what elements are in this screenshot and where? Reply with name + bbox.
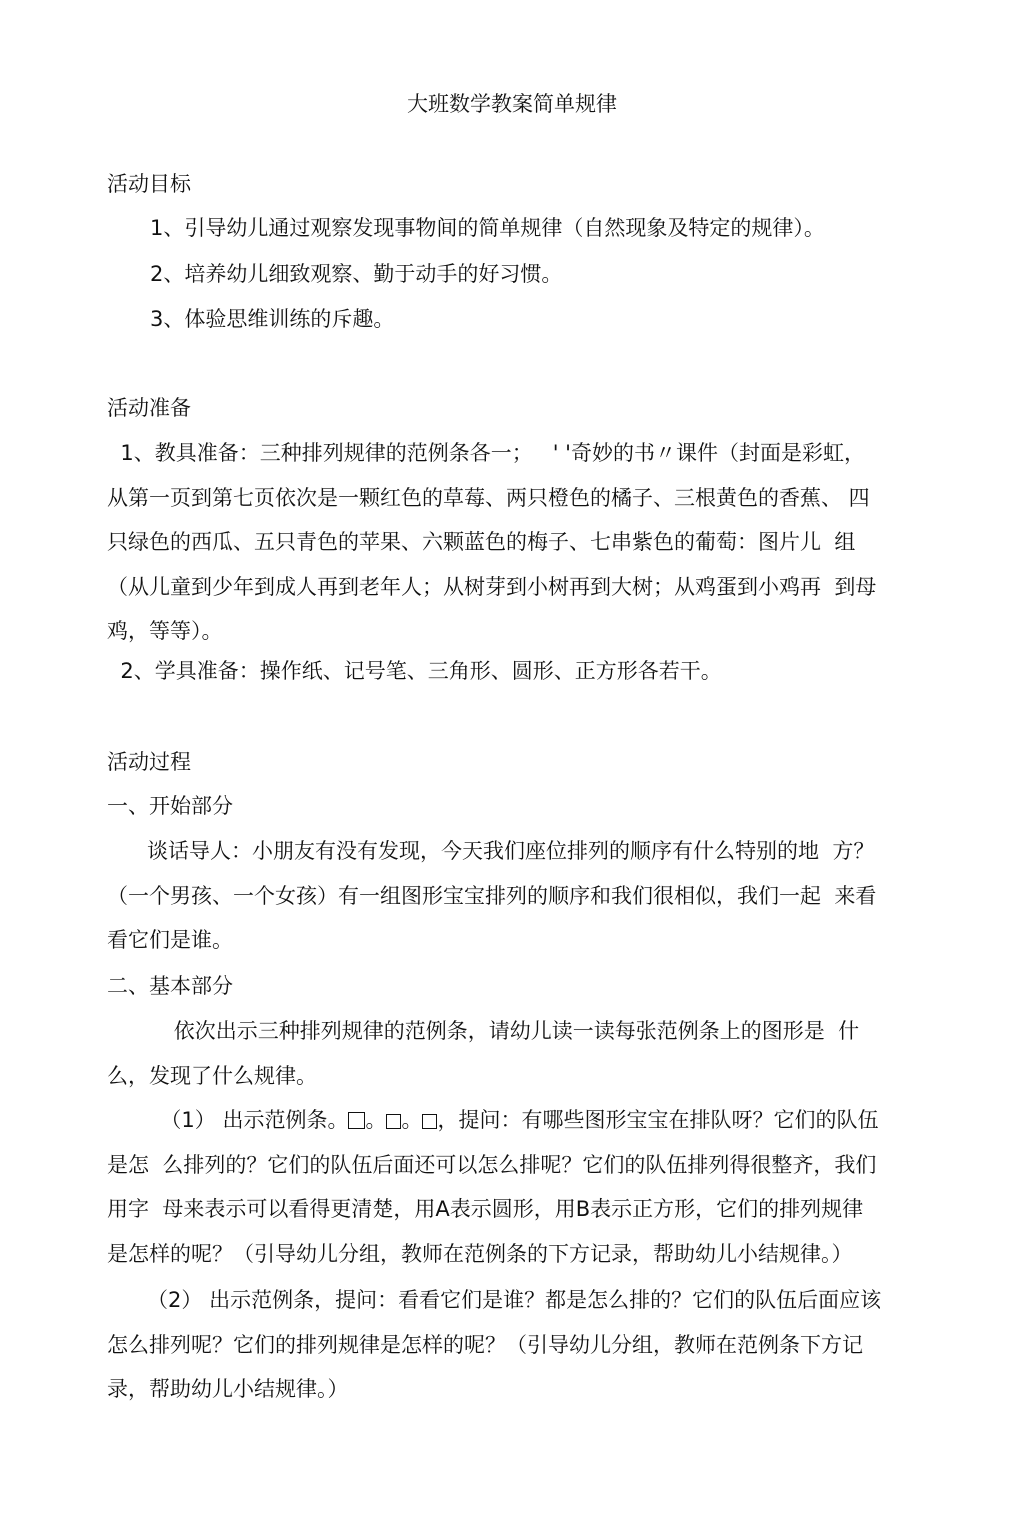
example-1-line: 是怎 么排列的？它们的队伍后面还可以怎么排呢？它们的队伍排列得很整齐，我们: [107, 1152, 877, 1177]
prep-item-1: [107, 431, 917, 654]
square-icon: [386, 1114, 401, 1129]
part2-heading: 二、基本部分: [107, 974, 233, 998]
prep-item-1-line: 从第一页到第七页依次是一颗红色的草莓、两只橙色的橘子、三根黄色的香蕉、 四: [107, 485, 870, 510]
prep-heading: 活动准备: [107, 396, 191, 420]
square-icon: [348, 1112, 365, 1129]
example-2-line: 怎么排列呢？它们的排列规律是怎样的呢？（引导幼儿分组，教师在范例条下方记: [107, 1332, 863, 1357]
doc-title: 大班数学教案简单规律: [407, 92, 617, 116]
example-1-prefix: （1） 出示范例条。: [107, 1108, 349, 1132]
example-1: [107, 1098, 917, 1276]
prep-item-1-line: 鸡，等等）。: [107, 619, 223, 643]
example-1-line: 是怎样的呢？（引导幼儿分组，教师在范例条的下方记录，帮助幼儿小结规律。）: [107, 1241, 853, 1266]
part2-intro-line: 么，发现了什么规律。: [107, 1063, 317, 1088]
goals-heading: 活动目标: [107, 172, 191, 196]
part2-intro-line: 依次出示三种排列规律的范例条，请幼儿读一读每张范例条上的图形是 什: [107, 1019, 860, 1043]
goal-item-2: 2、培养幼儿细致观察、勤于动手的好习惯。: [150, 262, 563, 286]
part1-line: （一个男孩、一个女孩）有一组图形宝宝排列的顺序和我们很相似，我们一起 来看: [107, 883, 877, 908]
example-1-rest: ，提问：有哪些图形宝宝在排队呀？它们的队伍: [437, 1108, 879, 1132]
prep-item-2: 2、学具准备：操作纸、记号笔、三角形、圆形、正方形各若干。: [107, 659, 722, 683]
part2-intro: [107, 1009, 917, 1098]
example-1-line: 用字 母来表示可以看得更清楚，用A表示圆形，用B表示正方形，它们的排列规律: [107, 1197, 864, 1221]
part1-line: 谈话导人：小朋友有没有发现，今天我们座位排列的顺序有什么特别的地 方？: [107, 839, 875, 863]
square-icon: [422, 1114, 437, 1129]
example-1-sep: 。: [401, 1108, 423, 1132]
prep-item-1-line: （从儿童到少年到成人再到老年人；从树芽到小树再到大树；从鸡蛋到小鸡再 到母: [107, 574, 877, 599]
example-2-line: （2） 出示范例条，提问：看看它们是谁？都是怎么排的？它们的队伍后面应该: [107, 1288, 882, 1312]
example-1-sep: 。: [365, 1108, 387, 1132]
goal-item-1: 1、引导幼儿通过观察发现事物间的简单规律（自然现象及特定的规律）。: [150, 216, 825, 240]
part1-line: 看它们是谁。: [107, 928, 233, 952]
prep-item-1-line: 只绿色的西瓜、五只青色的苹果、六颗蓝色的梅子、七串紫色的葡萄：图片儿 组: [107, 530, 856, 554]
goal-item-3: 3、体验思维训练的斥趣。: [150, 307, 395, 331]
process-heading: 活动过程: [107, 750, 191, 774]
part1-heading: 一、开始部分: [107, 794, 233, 818]
prep-item-1-line: 1、教具准备：三种排列规律的范例条各一； ' '奇妙的书〃课件（封面是彩虹，: [107, 441, 865, 465]
example-2-line: 录，帮助幼儿小结规律。）: [107, 1377, 349, 1401]
part1-paragraph: [107, 829, 917, 963]
example-2: [107, 1278, 917, 1412]
example-1-first-line: [107, 1098, 917, 1143]
